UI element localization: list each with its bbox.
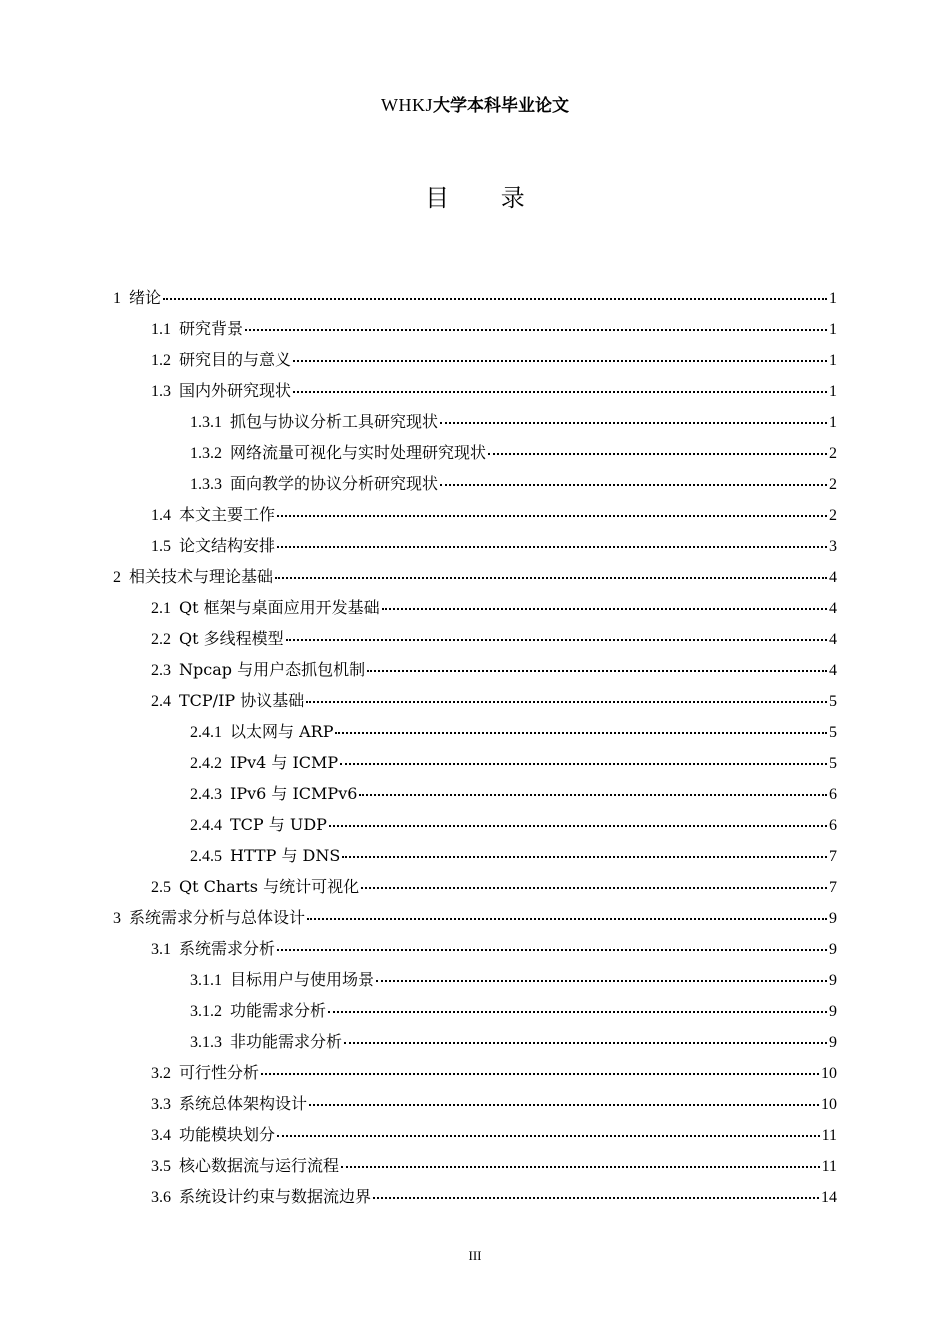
toc-entry-page: 2 — [829, 507, 837, 524]
toc-entry-title: TCP/IP 协议基础 — [179, 691, 305, 710]
toc-entry-number: 2.4.3 — [190, 786, 222, 803]
toc-entry[interactable] — [113, 563, 837, 591]
toc-entry-page: 6 — [829, 817, 837, 834]
toc-entry-title: Qt 框架与桌面应用开发基础 — [179, 598, 380, 617]
toc-entry-title: 核心数据流与运行流程 — [179, 1156, 340, 1175]
toc-dot-leader — [277, 949, 827, 951]
toc-entry[interactable] — [151, 1121, 837, 1149]
toc-entry-title: Npcap 与用户态抓包机制 — [179, 660, 366, 679]
toc-entry[interactable] — [190, 470, 837, 498]
toc-dot-leader — [359, 794, 827, 796]
toc-entry-title: 可行性分析 — [179, 1063, 260, 1082]
toc-entry-title: 目标用户与使用场景 — [230, 970, 375, 989]
toc-entry-number: 3.1 — [151, 941, 171, 958]
toc-entry[interactable] — [190, 749, 837, 777]
toc-dot-leader — [344, 1042, 827, 1044]
toc-entry[interactable] — [151, 656, 837, 684]
toc-entry[interactable] — [151, 594, 837, 622]
toc-entry-number: 1.4 — [151, 507, 171, 524]
toc-entry-page: 3 — [829, 538, 837, 555]
toc-entry-title: 绪论 — [129, 288, 162, 307]
toc-entry-title: 论文结构安排 — [179, 536, 276, 555]
toc-dot-leader — [306, 701, 827, 703]
toc-entry-title: 本文主要工作 — [179, 505, 276, 524]
toc-entry-page: 14 — [821, 1189, 837, 1206]
toc-entry-page: 6 — [829, 786, 837, 803]
toc-entry-number: 2 — [113, 569, 121, 586]
toc-entry[interactable] — [190, 439, 837, 467]
toc-dot-leader — [277, 1135, 820, 1137]
toc-dot-leader — [376, 980, 827, 982]
toc-title: 目 录 — [425, 184, 547, 212]
toc-entry-title: 系统总体架构设计 — [179, 1094, 308, 1113]
toc-entry-title: 国内外研究现状 — [179, 381, 292, 400]
toc-dot-leader — [382, 608, 827, 610]
toc-entry-page: 9 — [829, 1034, 837, 1051]
toc-entry[interactable] — [190, 718, 837, 746]
toc-entry-page: 1 — [829, 290, 837, 307]
toc-entry-number: 3.3 — [151, 1096, 171, 1113]
toc-dot-leader — [261, 1073, 819, 1075]
toc-dot-leader — [488, 453, 827, 455]
header-latin: WHKJ — [381, 95, 433, 115]
toc-dot-leader — [245, 329, 827, 331]
page-number: III — [468, 1248, 482, 1263]
toc-entry[interactable] — [151, 532, 837, 560]
toc-entry-title: 功能需求分析 — [230, 1001, 327, 1020]
toc-entry[interactable] — [151, 346, 837, 374]
toc-entry-page: 9 — [829, 972, 837, 989]
toc-entry[interactable] — [113, 284, 837, 312]
toc-dot-leader — [335, 732, 827, 734]
toc-entry-page: 1 — [829, 352, 837, 369]
toc-entry-title: 网络流量可视化与实时处理研究现状 — [230, 443, 487, 462]
toc-dot-leader — [361, 887, 827, 889]
toc-entry-title: IPv6 与 ICMPv6 — [230, 784, 358, 803]
toc-entry-page: 1 — [829, 414, 837, 431]
toc-dot-leader — [340, 763, 827, 765]
toc-entry[interactable] — [190, 997, 837, 1025]
toc-entry-number: 3 — [113, 910, 121, 927]
toc-entry-title: Qt Charts 与统计可视化 — [179, 877, 360, 896]
toc-entry-title: TCP 与 UDP — [230, 815, 327, 834]
toc-entry-number: 3.5 — [151, 1158, 171, 1175]
toc-entry-title: 系统设计约束与数据流边界 — [179, 1187, 372, 1206]
toc-entry-page: 4 — [829, 662, 837, 679]
toc-entry-title: 系统需求分析 — [179, 939, 276, 958]
toc-entry-page: 9 — [829, 910, 837, 927]
toc-entry-number: 2.3 — [151, 662, 171, 679]
toc-dot-leader — [440, 484, 827, 486]
toc-dot-leader — [329, 825, 827, 827]
toc-dot-leader — [286, 639, 827, 641]
toc-entry-page: 7 — [829, 848, 837, 865]
toc-dot-leader — [163, 298, 827, 300]
toc-entry-title: 研究背景 — [179, 319, 244, 338]
toc-dot-leader — [277, 515, 827, 517]
toc-entry[interactable] — [151, 1059, 837, 1087]
toc-entry[interactable] — [190, 842, 837, 870]
toc-entry-page: 2 — [829, 445, 837, 462]
toc-entry-number: 3.6 — [151, 1189, 171, 1206]
toc-dot-leader — [440, 422, 827, 424]
toc-dot-leader — [293, 360, 827, 362]
toc-entry-number: 1.3 — [151, 383, 171, 400]
toc-entry[interactable] — [151, 377, 837, 405]
toc-entry-page: 5 — [829, 755, 837, 772]
toc-dot-leader — [367, 670, 827, 672]
toc-entry-page: 7 — [829, 879, 837, 896]
toc-entry-number: 1.5 — [151, 538, 171, 555]
toc-dot-leader — [275, 577, 827, 579]
toc-entry-number: 2.4.4 — [190, 817, 222, 834]
toc-entry-page: 5 — [829, 724, 837, 741]
toc-dot-leader — [307, 918, 827, 920]
toc-entry-number: 1.3.1 — [190, 414, 222, 431]
toc-entry-number: 2.4.5 — [190, 848, 222, 865]
toc-entry[interactable] — [151, 1090, 837, 1118]
toc-entry-page: 4 — [829, 600, 837, 617]
toc-entry-number: 1 — [113, 290, 121, 307]
toc-entry-number: 2.1 — [151, 600, 171, 617]
running-header — [0, 93, 950, 118]
toc-entry-title: 研究目的与意义 — [179, 350, 292, 369]
toc-entry-page: 5 — [829, 693, 837, 710]
toc-entry-number: 3.2 — [151, 1065, 171, 1082]
toc-entry-number: 3.1.1 — [190, 972, 222, 989]
toc-entry-title: 以太网与 ARP — [230, 722, 334, 741]
toc-entry-title: IPv4 与 ICMP — [230, 753, 339, 772]
toc-entry[interactable] — [151, 935, 837, 963]
toc-entry-number: 1.1 — [151, 321, 171, 338]
toc-entry-title: HTTP 与 DNS — [230, 846, 341, 865]
toc-entry[interactable] — [151, 873, 837, 901]
toc-entry-number: 2.5 — [151, 879, 171, 896]
toc-entry-number: 3.4 — [151, 1127, 171, 1144]
toc-entry-number: 3.1.2 — [190, 1003, 222, 1020]
toc-entry-number: 2.4.1 — [190, 724, 222, 741]
toc-entry[interactable] — [190, 966, 837, 994]
toc-dot-leader — [293, 391, 827, 393]
toc-entry-number: 2.2 — [151, 631, 171, 648]
toc-entry-page: 11 — [821, 1127, 837, 1144]
toc-entry-page: 1 — [829, 383, 837, 400]
toc-entry-page: 11 — [821, 1158, 837, 1175]
toc-entry-title: 相关技术与理论基础 — [129, 567, 274, 586]
toc-entry-number: 1.3.3 — [190, 476, 222, 493]
toc-entry-number: 1.2 — [151, 352, 171, 369]
toc-entry-page: 4 — [829, 631, 837, 648]
toc-dot-leader — [341, 1166, 820, 1168]
toc-entry[interactable] — [151, 1183, 837, 1211]
toc-entry[interactable] — [151, 687, 837, 715]
toc-entry[interactable] — [190, 811, 837, 839]
toc-entry-title: 抓包与协议分析工具研究现状 — [230, 412, 439, 431]
toc-entry-number: 1.3.2 — [190, 445, 222, 462]
header-cjk: 大学本科毕业论文 — [433, 96, 569, 116]
toc-entry[interactable] — [190, 780, 837, 808]
toc-entry-page: 1 — [829, 321, 837, 338]
toc-entry-page: 10 — [821, 1096, 837, 1113]
toc-entry-title: Qt 多线程模型 — [179, 629, 284, 648]
toc-entry[interactable] — [190, 408, 837, 436]
toc-entry-title: 功能模块划分 — [179, 1125, 276, 1144]
toc-entry-page: 10 — [821, 1065, 837, 1082]
toc-entry-title: 系统需求分析与总体设计 — [129, 908, 306, 927]
toc-entry-page: 2 — [829, 476, 837, 493]
toc-dot-leader — [309, 1104, 819, 1106]
toc-entry[interactable] — [151, 1152, 837, 1180]
toc-entry-number: 2.4.2 — [190, 755, 222, 772]
toc-entry-page: 9 — [829, 1003, 837, 1020]
toc-entry[interactable] — [151, 501, 837, 529]
toc-entry[interactable] — [151, 625, 837, 653]
toc-dot-leader — [328, 1011, 827, 1013]
toc-entry-page: 9 — [829, 941, 837, 958]
toc-dot-leader — [277, 546, 827, 548]
toc-dot-leader — [373, 1197, 819, 1199]
toc-entry-page: 4 — [829, 569, 837, 586]
toc-entry-title: 面向教学的协议分析研究现状 — [230, 474, 439, 493]
toc-dot-leader — [342, 856, 827, 858]
toc-entry[interactable] — [151, 315, 837, 343]
toc-entry[interactable] — [190, 1028, 837, 1056]
toc-entry-title: 非功能需求分析 — [230, 1032, 343, 1051]
toc-entry[interactable] — [113, 904, 837, 932]
toc-entry-number: 3.1.3 — [190, 1034, 222, 1051]
toc-entry-number: 2.4 — [151, 693, 171, 710]
